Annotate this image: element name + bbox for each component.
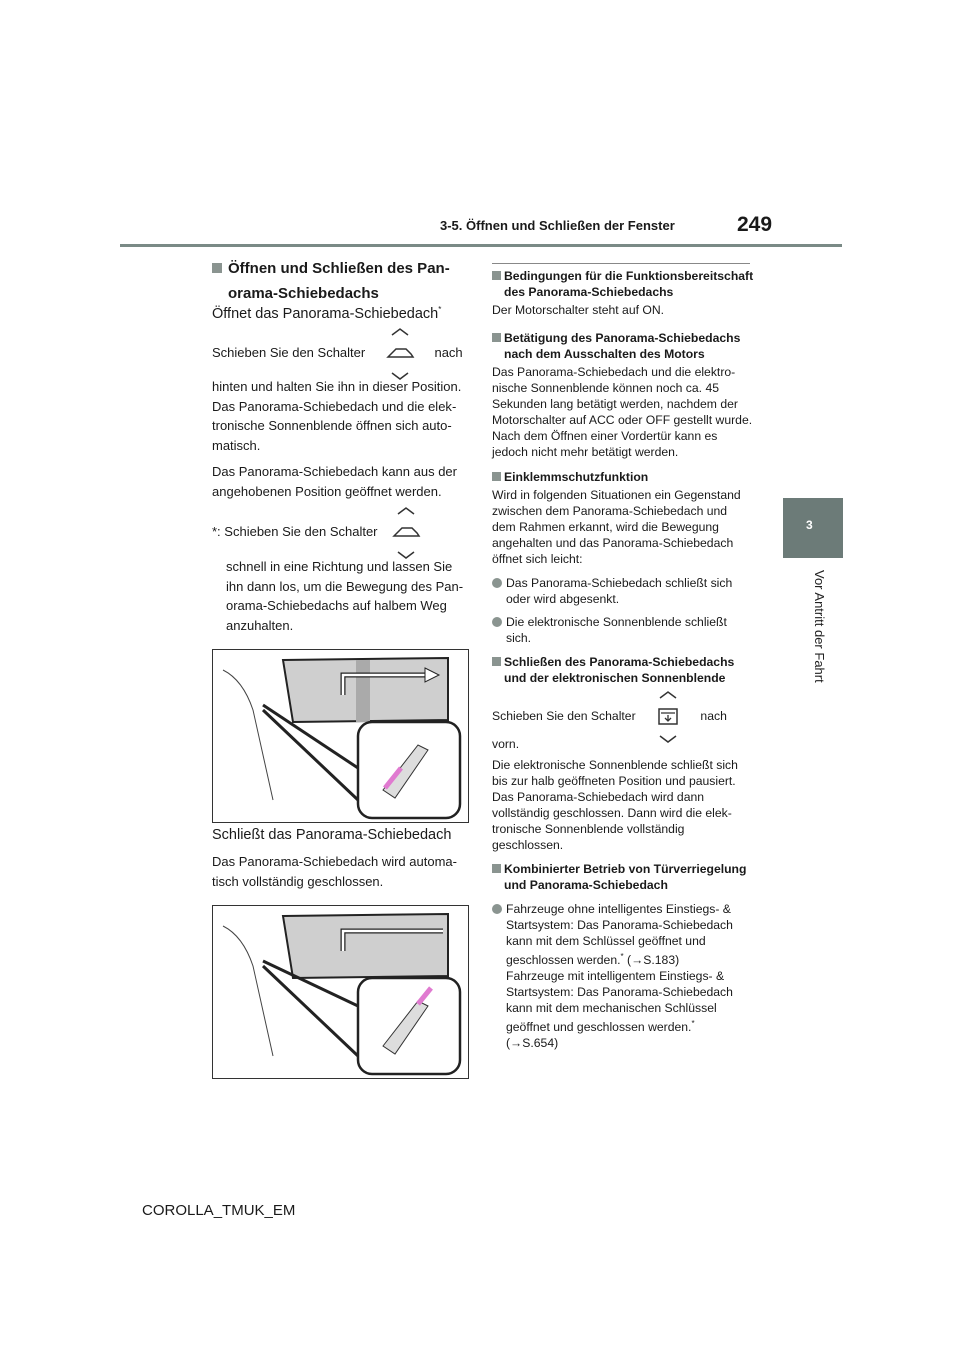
chapter-tab[interactable] (783, 498, 843, 558)
list-item-text: Die elektronische Sonnenblende schließt sich. (506, 615, 727, 645)
open-paragraph: hinten und halten Sie ihn in dieser Position. Das Panorama-Schiebedach und die elektronische Sonnenblende öffnen sich automatisch. (212, 379, 462, 453)
list-item-text: Fahrzeuge ohne intelligentes Einstiegs- & Startsystem: Das Panorama-Schiebedach kann mit dem Schlüssel geöffnet und geschlossen werden. (506, 902, 733, 968)
square-bullet-icon (492, 864, 501, 873)
open-instruction (212, 343, 474, 363)
list-item: Fahrzeuge ohne intelligentes Einstiegs- & Startsystem: Das Panorama-Schiebedach kann mit dem Schlüssel geöffnet und geschlossen werden.* (→S.183) Fahrzeuge mit intelligentem Einstiegs- & Startsystem: Das Panorama-Schiebedach kann mit dem mechanischen Schlüssel geöffnet und geschlossen werden.* (→S.654) (492, 901, 754, 1051)
square-bullet-icon (492, 271, 501, 280)
sunshade-switch-icon (651, 708, 685, 726)
text: nach (700, 709, 727, 724)
illustration-close-roof (212, 905, 469, 1079)
square-bullet-icon (492, 657, 501, 666)
header-divider (120, 244, 842, 247)
subheading: Schließen des Panorama-Schiebedachs und der elektronischen Sonnenblende (504, 655, 735, 685)
subheading: Betätigung des Panorama-Schiebedachs nach dem Ausschalten des Motors (504, 331, 741, 361)
document-id: COROLLA_TMUK_EM (142, 1202, 296, 1219)
text: nach (434, 345, 463, 360)
chapter-number: 3 (806, 518, 813, 532)
right-column (492, 268, 754, 1051)
column-divider (492, 263, 750, 264)
round-bullet-icon (492, 904, 502, 914)
subheading: Kombinierter Betrieb von Türverriegelung und Panorama-Schiebedach (504, 862, 747, 892)
paragraph: vorn. (492, 737, 520, 751)
open-title (212, 300, 474, 324)
subheading: Einklemmschutzfunktion (504, 470, 649, 484)
text: Schieben Sie den Schalter (212, 345, 366, 360)
heading-line: orama-Schiebedachs (228, 285, 379, 302)
round-bullet-icon (492, 578, 502, 588)
open-title-text: Öffnet das Panorama-Schiebedach (212, 305, 439, 322)
text: Schieben Sie den Schalter (492, 709, 636, 724)
chapter-label: Vor Antritt der Fahrt (812, 570, 827, 683)
paragraph: Die elektronische Sonnenblende schließt sich bis zur halb geöffneten Position und pausiert. Das Panorama-Schiebedach wird dann vollständig geschlossen. Dann wird die elektronische Sonnenblende vollständig geschlossen. (492, 758, 738, 852)
square-bullet-icon (212, 263, 222, 273)
footnote-marker: *: (212, 524, 221, 539)
paragraph: Das Panorama-Schiebedach und die elektronische Sonnenblende können noch ca. 45 Sekunden lang betätigt werden, nachdem der Motorschalter auf ACC oder OFF gestellt wurde. Nach dem Öffnen einer Vordertür kann es jedoch nicht mehr betätigt werden. (492, 365, 753, 459)
list-item-text: Das Panorama-Schiebedach schließt sich oder wird abgesenkt. (506, 576, 733, 606)
list-item (492, 614, 754, 646)
square-bullet-icon (492, 333, 501, 342)
close-title: Schließt das Panorama-Schiebedach (212, 827, 452, 843)
page-reference-link[interactable]: (→S.183) (627, 953, 680, 968)
close-paragraph: Das Panorama-Schiebedach wird automatisch vollständig geschlossen. (212, 854, 457, 889)
heading-line: Öffnen und Schließen des Pan- (228, 260, 450, 277)
roof-tilt-switch-icon (383, 345, 417, 363)
round-bullet-icon (492, 617, 502, 627)
illustration-open-roof (212, 649, 469, 823)
paragraph: Der Motorschalter steht auf ON. (492, 303, 665, 317)
footnote-text: schnell in eine Richtung und lassen Sie ihn dann los, um die Bewegung des Panorama-Schiebedachs auf halbem Weg anzuhalten. (226, 559, 464, 633)
asterisk: * (438, 305, 442, 314)
open-paragraph-2: Das Panorama-Schiebedach kann aus der angehobenen Position geöffnet werden. (212, 464, 457, 499)
page-number: 249 (737, 213, 773, 236)
text: Schieben Sie den Schalter (224, 524, 378, 539)
section-heading (212, 256, 474, 306)
paragraph: Wird in folgenden Situationen ein Gegenstand zwischen dem Panorama-Schiebedach und dem Rahmen erkannt, wird die Bewegung angehalten und das Panorama-Schiebedach öffnet sich leicht: (492, 488, 741, 566)
section-title: 3-5. Öffnen und Schließen der Fenster (440, 218, 675, 233)
list-item-text: Fahrzeuge mit intelligentem Einstiegs- & Startsystem: Das Panorama-Schiebedach kann mit dem mechanischen Schlüssel geöffnet und geschlossen werden. (506, 969, 733, 1035)
page-reference-link[interactable]: (→S.654) (506, 1036, 559, 1051)
list-item (492, 575, 754, 607)
close-instruction (492, 708, 754, 726)
square-bullet-icon (492, 472, 501, 481)
footnote (212, 522, 474, 542)
roof-tilt-switch-icon (389, 524, 423, 542)
subheading: Bedingungen für die Funktionsbereitschaft des Panorama-Schiebedachs (504, 269, 754, 299)
